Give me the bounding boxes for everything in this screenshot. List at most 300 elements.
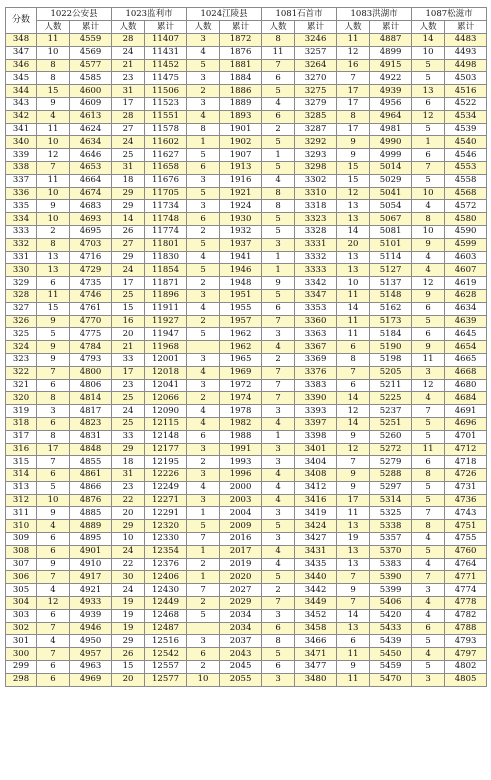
- table-row: [6, 443, 487, 456]
- cumulative-cell: 12195: [145, 456, 187, 469]
- count-cell: 22: [112, 558, 145, 571]
- score-cell: 313: [6, 481, 37, 494]
- count-cell: 9: [37, 341, 70, 354]
- count-cell: 9: [37, 200, 70, 213]
- count-cell: 22: [112, 494, 145, 507]
- count-cell: 6: [37, 661, 70, 674]
- count-cell: 9: [337, 430, 370, 443]
- cumulative-cell: 11407: [145, 34, 187, 47]
- cumulative-cell: 4609: [70, 97, 112, 110]
- cumulative-cell: 3302: [295, 174, 337, 187]
- cumulative-cell: 12542: [145, 648, 187, 661]
- count-cell: 9: [337, 661, 370, 674]
- cumulative-cell: 5251: [370, 417, 412, 430]
- cumulative-cell: 5190: [370, 341, 412, 354]
- cumulative-cell: 12041: [145, 379, 187, 392]
- cumulative-cell: 2000: [220, 481, 262, 494]
- count-cell: 11: [37, 289, 70, 302]
- count-cell: 6: [37, 545, 70, 558]
- county-header: 1024江陵县: [187, 8, 262, 21]
- count-cell: 2: [187, 277, 220, 290]
- table-row: [6, 507, 487, 520]
- count-cell: 6: [337, 635, 370, 648]
- cumulative-cell: 2016: [220, 533, 262, 546]
- count-cell: 13: [37, 251, 70, 264]
- cumulative-cell: 4696: [445, 417, 487, 430]
- count-cell: 3: [187, 174, 220, 187]
- cumulative-cell: 4956: [370, 97, 412, 110]
- cumulative-cell: 1993: [220, 456, 262, 469]
- table-row: [6, 187, 487, 200]
- score-cell: 303: [6, 609, 37, 622]
- table-row: [6, 251, 487, 264]
- cumulative-cell: 4963: [70, 661, 112, 674]
- count-cell: 8: [37, 59, 70, 72]
- table-row: [6, 353, 487, 366]
- cumulative-cell: 2003: [220, 494, 262, 507]
- count-cell: 12: [37, 597, 70, 610]
- count-cell: 17: [337, 85, 370, 98]
- cumulative-cell: 2029: [220, 597, 262, 610]
- score-column-header: 分数: [6, 8, 37, 34]
- cumulative-cell: 4577: [70, 59, 112, 72]
- count-cell: 5: [262, 648, 295, 661]
- count-cell: 15: [337, 174, 370, 187]
- cumulative-cell: 12271: [145, 494, 187, 507]
- count-subheader: 人数: [37, 21, 70, 34]
- table-row: [6, 149, 487, 162]
- count-cell: 11: [412, 443, 445, 456]
- cumulative-cell: 12090: [145, 405, 187, 418]
- cumulative-cell: 4775: [70, 328, 112, 341]
- cumulative-cell: 4624: [70, 123, 112, 136]
- cumulative-cell: 5279: [370, 456, 412, 469]
- count-cell: 12: [412, 110, 445, 123]
- cumulative-cell: 3398: [295, 430, 337, 443]
- count-cell: 7: [337, 366, 370, 379]
- cumulative-cell: 2027: [220, 584, 262, 597]
- count-cell: 14: [337, 302, 370, 315]
- count-cell: 6: [37, 379, 70, 392]
- cumulative-subheader: 累计: [445, 21, 487, 34]
- count-subheader: 人数: [412, 21, 445, 34]
- cumulative-cell: 11927: [145, 315, 187, 328]
- cumulative-cell: 4645: [445, 328, 487, 341]
- cumulative-cell: 1988: [220, 430, 262, 443]
- cumulative-cell: 3332: [295, 251, 337, 264]
- count-cell: 6: [412, 456, 445, 469]
- cumulative-cell: 4887: [370, 34, 412, 47]
- cumulative-cell: 3419: [295, 507, 337, 520]
- count-cell: 5: [187, 149, 220, 162]
- count-cell: 3: [187, 72, 220, 85]
- cumulative-cell: 4558: [445, 174, 487, 187]
- cumulative-cell: 3427: [295, 533, 337, 546]
- cumulative-cell: 3393: [295, 405, 337, 418]
- count-cell: 12: [337, 46, 370, 59]
- score-cell: 333: [6, 225, 37, 238]
- count-cell: 4: [37, 584, 70, 597]
- count-cell: 9: [37, 353, 70, 366]
- score-cell: 330: [6, 264, 37, 277]
- cumulative-cell: 3412: [295, 481, 337, 494]
- cumulative-cell: 5041: [370, 187, 412, 200]
- count-cell: 4: [262, 417, 295, 430]
- count-cell: 8: [262, 635, 295, 648]
- cumulative-cell: 3480: [295, 673, 337, 686]
- cumulative-cell: 1907: [220, 149, 262, 162]
- count-cell: 19: [112, 622, 145, 635]
- count-cell: 5: [187, 520, 220, 533]
- cumulative-cell: 11871: [145, 277, 187, 290]
- cumulative-cell: 4603: [445, 251, 487, 264]
- cumulative-cell: 5314: [370, 494, 412, 507]
- cumulative-cell: 1937: [220, 238, 262, 251]
- cumulative-cell: 12330: [145, 533, 187, 546]
- count-cell: 4: [262, 174, 295, 187]
- count-cell: 6: [37, 673, 70, 686]
- count-cell: 27: [112, 123, 145, 136]
- cumulative-cell: 4990: [370, 136, 412, 149]
- count-cell: 6: [262, 661, 295, 674]
- count-cell: 6: [262, 622, 295, 635]
- table-row: [6, 494, 487, 507]
- score-cell: 336: [6, 187, 37, 200]
- table-row: [6, 405, 487, 418]
- count-cell: 9: [37, 97, 70, 110]
- cumulative-cell: 5433: [370, 622, 412, 635]
- cumulative-cell: 5470: [370, 673, 412, 686]
- count-cell: 4: [37, 110, 70, 123]
- cumulative-cell: 3270: [295, 72, 337, 85]
- table-row: [6, 597, 487, 610]
- cumulative-cell: 5383: [370, 558, 412, 571]
- count-cell: 13: [337, 622, 370, 635]
- table-row: [6, 481, 487, 494]
- count-cell: 4: [412, 558, 445, 571]
- count-cell: 5: [262, 85, 295, 98]
- count-cell: 3: [187, 97, 220, 110]
- cumulative-cell: 4539: [445, 123, 487, 136]
- count-cell: 2: [187, 225, 220, 238]
- count-cell: 7: [262, 59, 295, 72]
- cumulative-subheader: 累计: [220, 21, 262, 34]
- score-distribution-table: [5, 7, 487, 687]
- count-cell: 11: [337, 289, 370, 302]
- count-cell: 6: [37, 277, 70, 290]
- count-cell: 8: [262, 200, 295, 213]
- table-row: [6, 161, 487, 174]
- count-cell: 29: [112, 187, 145, 200]
- count-cell: 29: [112, 520, 145, 533]
- count-cell: 4: [412, 648, 445, 661]
- count-cell: 5: [412, 315, 445, 328]
- table-row: [6, 264, 487, 277]
- score-cell: 318: [6, 417, 37, 430]
- cumulative-cell: 4969: [70, 673, 112, 686]
- score-cell: 337: [6, 174, 37, 187]
- cumulative-cell: 4800: [70, 366, 112, 379]
- count-cell: 9: [337, 469, 370, 482]
- count-cell: 24: [112, 46, 145, 59]
- count-cell: 3: [412, 366, 445, 379]
- cumulative-subheader: 累计: [70, 21, 112, 34]
- cumulative-cell: 4634: [70, 136, 112, 149]
- cumulative-cell: 1881: [220, 59, 262, 72]
- count-cell: 1: [262, 149, 295, 162]
- count-cell: 3: [262, 443, 295, 456]
- cumulative-cell: 12376: [145, 558, 187, 571]
- cumulative-cell: 11676: [145, 174, 187, 187]
- count-cell: 9: [337, 136, 370, 149]
- count-cell: 7: [412, 161, 445, 174]
- score-cell: 324: [6, 341, 37, 354]
- cumulative-cell: 3431: [295, 545, 337, 558]
- count-cell: 6: [412, 149, 445, 162]
- count-cell: 2: [187, 558, 220, 571]
- count-cell: 5: [37, 481, 70, 494]
- score-cell: 321: [6, 379, 37, 392]
- score-cell: 343: [6, 97, 37, 110]
- cumulative-cell: 2004: [220, 507, 262, 520]
- table-row: [6, 571, 487, 584]
- cumulative-cell: 3318: [295, 200, 337, 213]
- cumulative-cell: 1872: [220, 34, 262, 47]
- count-cell: 5: [412, 481, 445, 494]
- count-cell: 3: [262, 456, 295, 469]
- cumulative-cell: 1893: [220, 110, 262, 123]
- cumulative-cell: 4540: [445, 136, 487, 149]
- count-cell: 27: [112, 238, 145, 251]
- cumulative-cell: 3390: [295, 392, 337, 405]
- count-cell: 28: [112, 110, 145, 123]
- count-cell: 4: [187, 417, 220, 430]
- score-cell: 346: [6, 59, 37, 72]
- table-row: [6, 661, 487, 674]
- cumulative-cell: 4716: [70, 251, 112, 264]
- score-cell: 304: [6, 597, 37, 610]
- cumulative-cell: 4805: [445, 673, 487, 686]
- cumulative-cell: 3383: [295, 379, 337, 392]
- cumulative-cell: 4939: [370, 85, 412, 98]
- count-cell: 13: [337, 520, 370, 533]
- table-row: [6, 289, 487, 302]
- cumulative-cell: 12577: [145, 673, 187, 686]
- count-cell: 3: [187, 353, 220, 366]
- score-cell: 310: [6, 520, 37, 533]
- cumulative-cell: 1941: [220, 251, 262, 264]
- cumulative-cell: 4823: [70, 417, 112, 430]
- cumulative-cell: 11854: [145, 264, 187, 277]
- cumulative-cell: 11431: [145, 46, 187, 59]
- count-cell: 10: [412, 46, 445, 59]
- count-cell: 5: [412, 59, 445, 72]
- cumulative-cell: 3458: [295, 622, 337, 635]
- count-cell: 20: [337, 238, 370, 251]
- cumulative-cell: 11658: [145, 161, 187, 174]
- cumulative-cell: 4726: [445, 469, 487, 482]
- cumulative-cell: 3331: [295, 238, 337, 251]
- count-cell: 3: [262, 507, 295, 520]
- count-cell: 17: [337, 123, 370, 136]
- cumulative-cell: 5225: [370, 392, 412, 405]
- table-row: [6, 520, 487, 533]
- cumulative-cell: 4910: [70, 558, 112, 571]
- count-cell: 3: [187, 200, 220, 213]
- cumulative-cell: 4743: [445, 507, 487, 520]
- count-cell: 4: [412, 392, 445, 405]
- table-row: [6, 622, 487, 635]
- cumulative-cell: 5211: [370, 379, 412, 392]
- count-cell: 3: [262, 328, 295, 341]
- cumulative-cell: 4639: [445, 315, 487, 328]
- cumulative-cell: 1946: [220, 264, 262, 277]
- cumulative-cell: 3287: [295, 123, 337, 136]
- cumulative-cell: 4950: [70, 635, 112, 648]
- cumulative-cell: 4915: [370, 59, 412, 72]
- count-cell: 8: [37, 72, 70, 85]
- count-cell: 23: [112, 379, 145, 392]
- cumulative-cell: 3264: [295, 59, 337, 72]
- cumulative-cell: 4946: [70, 622, 112, 635]
- cumulative-cell: 3449: [295, 597, 337, 610]
- count-cell: 7: [262, 379, 295, 392]
- cumulative-cell: 4889: [70, 520, 112, 533]
- count-cell: 16: [337, 59, 370, 72]
- count-cell: 10: [37, 494, 70, 507]
- cumulative-cell: 1957: [220, 315, 262, 328]
- count-cell: 5: [412, 123, 445, 136]
- count-cell: 1: [262, 430, 295, 443]
- count-cell: 13: [337, 213, 370, 226]
- count-cell: 10: [37, 136, 70, 149]
- cumulative-cell: 4735: [70, 277, 112, 290]
- score-cell: 314: [6, 469, 37, 482]
- count-cell: 5: [262, 136, 295, 149]
- count-cell: 5: [262, 571, 295, 584]
- cumulative-cell: 1930: [220, 213, 262, 226]
- count-cell: 3: [187, 494, 220, 507]
- cumulative-cell: 5399: [370, 584, 412, 597]
- cumulative-cell: 4546: [445, 149, 487, 162]
- score-cell: 327: [6, 302, 37, 315]
- count-cell: 4: [262, 558, 295, 571]
- cumulative-cell: 1884: [220, 72, 262, 85]
- cumulative-cell: 4917: [70, 571, 112, 584]
- cumulative-cell: 4899: [370, 46, 412, 59]
- count-cell: 7: [37, 648, 70, 661]
- count-cell: 1: [187, 545, 220, 558]
- score-cell: 299: [6, 661, 37, 674]
- score-cell: 345: [6, 72, 37, 85]
- cumulative-cell: 4921: [70, 584, 112, 597]
- count-cell: 13: [412, 85, 445, 98]
- count-cell: 4: [187, 302, 220, 315]
- cumulative-cell: 2034: [220, 622, 262, 635]
- count-cell: 1: [187, 507, 220, 520]
- cumulative-cell: 4848: [70, 443, 112, 456]
- score-cell: 319: [6, 405, 37, 418]
- count-cell: 4: [187, 46, 220, 59]
- count-cell: 14: [337, 417, 370, 430]
- cumulative-cell: 3285: [295, 110, 337, 123]
- count-cell: 7: [337, 597, 370, 610]
- cumulative-cell: 1932: [220, 225, 262, 238]
- cumulative-cell: 1886: [220, 85, 262, 98]
- count-cell: 2: [262, 353, 295, 366]
- count-cell: 9: [412, 341, 445, 354]
- count-cell: 5: [37, 328, 70, 341]
- count-cell: 11: [337, 315, 370, 328]
- count-cell: 2: [187, 392, 220, 405]
- cumulative-cell: 4516: [445, 85, 487, 98]
- cumulative-cell: 3369: [295, 353, 337, 366]
- cumulative-cell: 1951: [220, 289, 262, 302]
- count-cell: 19: [112, 609, 145, 622]
- score-cell: 347: [6, 46, 37, 59]
- count-cell: 4: [187, 481, 220, 494]
- cumulative-cell: 4613: [70, 110, 112, 123]
- count-cell: 6: [187, 213, 220, 226]
- cumulative-cell: 4691: [445, 405, 487, 418]
- count-subheader: 人数: [337, 21, 370, 34]
- table-body: [6, 34, 487, 687]
- count-cell: 3: [187, 469, 220, 482]
- cumulative-cell: 5390: [370, 571, 412, 584]
- count-cell: 4: [412, 597, 445, 610]
- cumulative-cell: 3275: [295, 85, 337, 98]
- cumulative-cell: 5205: [370, 366, 412, 379]
- count-cell: 2: [187, 597, 220, 610]
- count-cell: 14: [337, 609, 370, 622]
- cumulative-cell: 4600: [70, 85, 112, 98]
- count-cell: 10: [37, 213, 70, 226]
- cumulative-cell: 11602: [145, 136, 187, 149]
- count-cell: 1: [412, 136, 445, 149]
- count-cell: 1: [187, 571, 220, 584]
- cumulative-cell: 4653: [70, 161, 112, 174]
- cumulative-cell: 11452: [145, 59, 187, 72]
- count-cell: 5: [262, 520, 295, 533]
- count-cell: 18: [112, 456, 145, 469]
- count-cell: 25: [112, 417, 145, 430]
- table-row: [6, 648, 487, 661]
- cumulative-cell: 1948: [220, 277, 262, 290]
- count-cell: 29: [112, 200, 145, 213]
- count-cell: 6: [262, 72, 295, 85]
- count-cell: 26: [112, 225, 145, 238]
- cumulative-cell: 4729: [70, 264, 112, 277]
- count-cell: 2: [262, 123, 295, 136]
- count-cell: 19: [112, 597, 145, 610]
- count-cell: 16: [112, 315, 145, 328]
- cumulative-cell: 1996: [220, 469, 262, 482]
- cumulative-cell: 4793: [70, 353, 112, 366]
- count-cell: 4: [412, 533, 445, 546]
- count-cell: 2: [37, 225, 70, 238]
- cumulative-cell: 11506: [145, 85, 187, 98]
- count-cell: 7: [337, 72, 370, 85]
- count-cell: 3: [262, 533, 295, 546]
- cumulative-cell: 4764: [445, 558, 487, 571]
- cumulative-cell: 11801: [145, 238, 187, 251]
- count-cell: 1: [262, 251, 295, 264]
- count-cell: 10: [337, 277, 370, 290]
- cumulative-cell: 12226: [145, 469, 187, 482]
- count-cell: 7: [37, 366, 70, 379]
- cumulative-cell: 3424: [295, 520, 337, 533]
- cumulative-cell: 4590: [445, 225, 487, 238]
